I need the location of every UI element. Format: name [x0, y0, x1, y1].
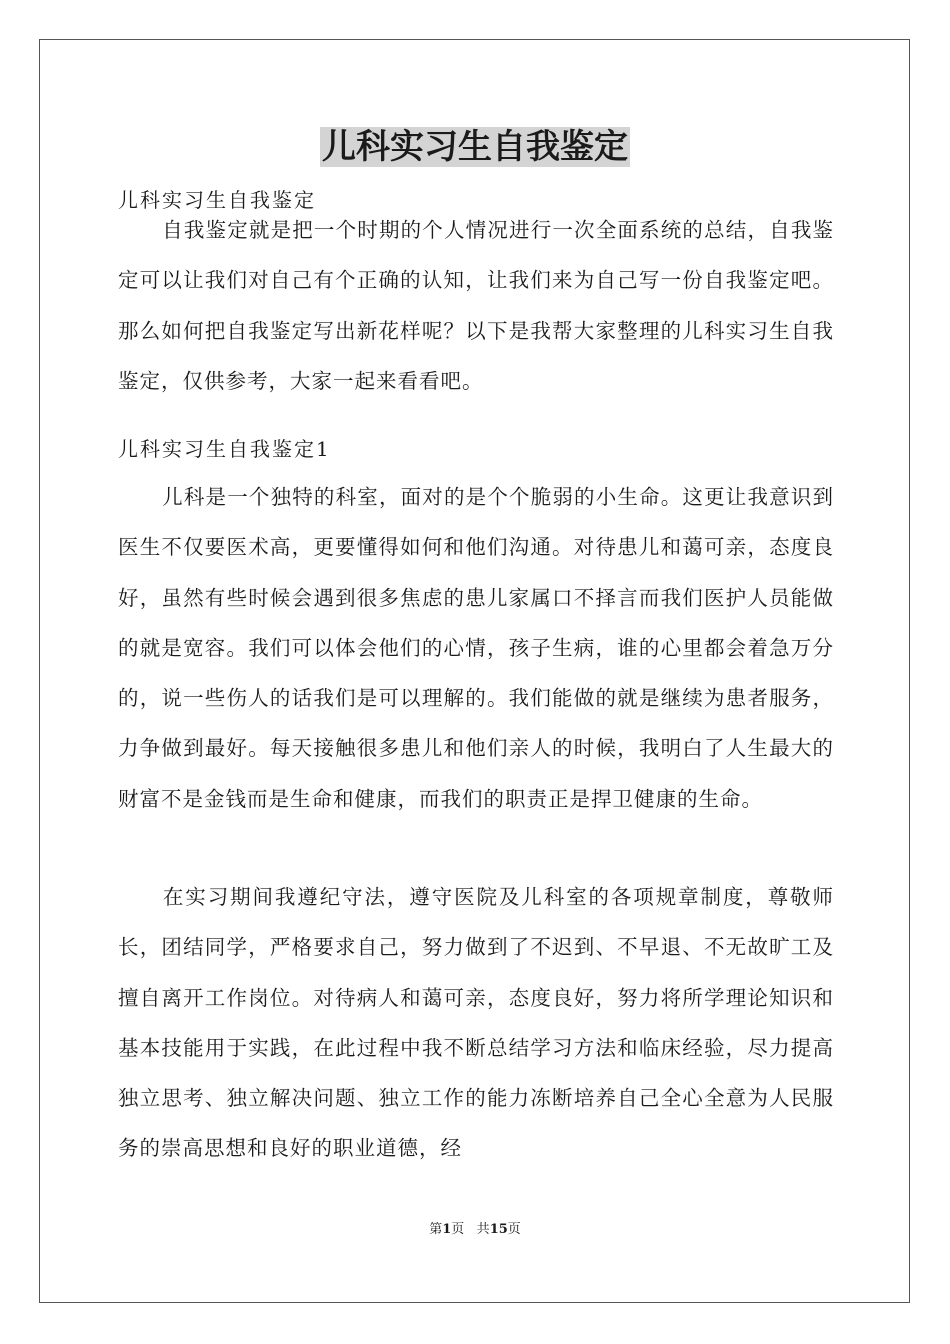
intro-paragraph: 自我鉴定就是把一个时期的个人情况进行一次全面系统的总结，自我鉴定可以让我们对自己有个正确的认知，让我们来为自己写一份自我鉴定吧。那么如何把自我鉴定写出新花样呢？以下是我帮大家整理的儿科实习生自我鉴定，仅供参考，大家一起来看看吧。 [118, 218, 834, 393]
section-heading-main: 儿科实习生自我鉴定 [118, 188, 316, 212]
document-title: 儿科实习生自我鉴定 [322, 127, 628, 167]
page-footer: 第1页 共15页 [429, 1222, 521, 1237]
body-paragraph-2: 在实习期间我遵纪守法，遵守医院及儿科室的各项规章制度，尊敬师长，团结同学，严格要求自己，努力做到了不迟到、不早退、不无故旷工及擅自离开工作岗位。对待病人和蔼可亲，态度良好，努力将所学理论知识和基本技能用于实践，在此过程中我不断总结学习方法和临床经验，尽力提高独立思考、独立解决问题、独立工作的能力冻断培养自己全心全意为人民服务的崇高思想和良好的职业道德，经 [118, 885, 834, 1161]
body-paragraph-1: 儿科是一个独特的科室，面对的是个个脆弱的小生命。这更让我意识到医生不仅要医术高，更要懂得如何和他们沟通。对待患儿和蔼可亲，态度良好，虽然有些时候会遇到很多焦虑的患儿家属口不择言而我们医护人员能做的就是宽容。我们可以体会他们的心情，孩子生病，谁的心里都会着急万分的，说一些伤人的话我们是可以理解的。我们能做的就是继续为患者服务，力争做到最好。每天接触很多患儿和他们亲人的时候，我明白了人生最大的财富不是金钱而是生命和健康，而我们的职责正是捍卫健康的生命。 [118, 485, 834, 811]
section-heading-1: 儿科实习生自我鉴定1 [118, 437, 331, 461]
